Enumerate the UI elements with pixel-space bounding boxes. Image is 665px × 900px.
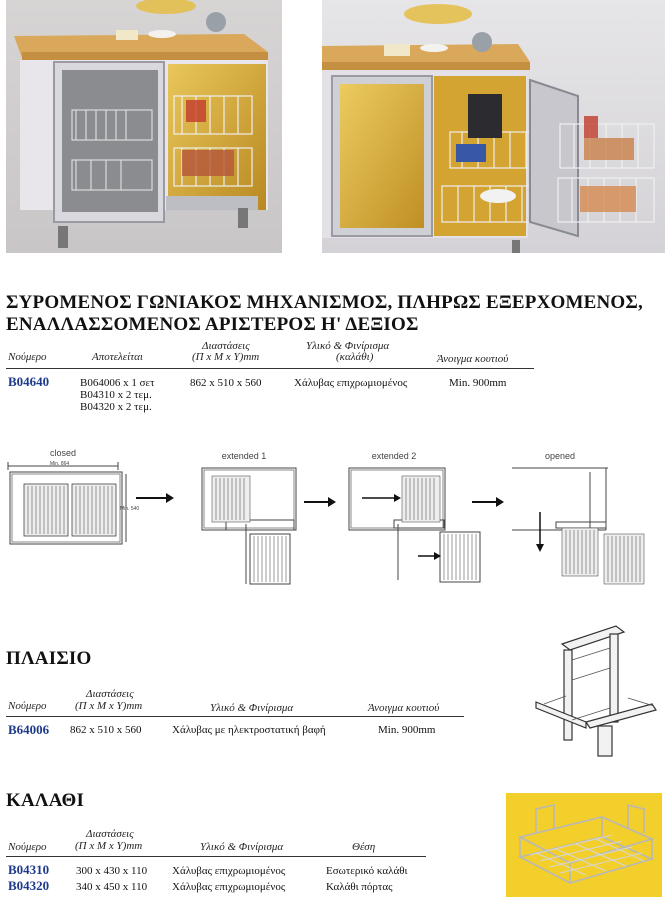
arrow-opened-down <box>536 512 544 552</box>
arrow-3 <box>472 497 504 507</box>
arrow-ext2-a <box>362 494 401 502</box>
basket-header-rule <box>6 856 426 857</box>
frame-header-dims1: Διαστάσεις <box>86 688 134 700</box>
frame-header-material: Υλικό & Φινίρισμα <box>210 702 294 714</box>
mechanism-header-consists: Αποτελείται <box>92 351 143 363</box>
frame-dims: 862 x 510 x 560 <box>70 724 142 736</box>
basket-header-dims2: (Π x Μ x Υ)mm <box>75 840 143 852</box>
mechanism-header-material1: Υλικό & Φινίρισμα <box>306 340 390 352</box>
diagram-label-opened: opened <box>544 451 576 461</box>
mechanism-dims: 862 x 510 x 560 <box>190 377 262 389</box>
basket-material-2: Χάλυβας επιχρωμιομένος <box>172 881 286 893</box>
diagram-min-depth: Min. 540 <box>120 506 140 512</box>
basket-code-2: B04320 <box>8 878 50 893</box>
basket-title: ΚΑΛΑΘΙ <box>6 790 85 811</box>
mechanism-title-line1: ΣΥΡΟΜΕΝΟΣ ΓΩΝΙΑΚΟΣ ΜΗΧΑΝΙΣΜΟΣ, ΠΛΗΡΩΣ ΕΞΕΡΧΟΜΕΝΟΣ, <box>6 292 643 313</box>
frame-header-dims2: (Π x Μ x Υ)mm <box>75 700 143 712</box>
diagram-label-extended-2: extended 2 <box>371 451 417 461</box>
mechanism-header-dims1: Διαστάσεις <box>202 340 250 352</box>
frame-header-rule <box>6 716 464 717</box>
frame-material: Χάλυβας με ηλεκτροστατική βαφή <box>172 724 326 736</box>
basket-header-material: Υλικό & Φινίρισμα <box>200 841 284 853</box>
mechanism-header-rule <box>6 368 534 369</box>
basket-material-1: Χάλυβας επιχρωμιομένος <box>172 865 286 877</box>
mechanism-consists-2: B04310 x 2 τεμ. <box>80 389 152 401</box>
frame-drawing <box>532 620 662 770</box>
arrow-ext2-b <box>418 552 441 560</box>
frame-header-opening: Άνοιγμα κουτιού <box>368 702 440 714</box>
basket-position-2: Καλάθι πόρτας <box>326 881 393 893</box>
closed-basket-right <box>72 484 116 536</box>
photo-cabinet-opened <box>322 0 665 253</box>
arrow-1 <box>136 493 174 503</box>
mechanism-consists-3: B04320 x 2 τεμ. <box>80 401 152 413</box>
mechanism-header-opening: Άνοιγμα κουτιού <box>437 353 509 365</box>
mechanism-consists-1: B064006 x 1 σετ <box>80 377 155 389</box>
basket-header-position: Θέση <box>352 841 376 853</box>
basket-header-number: Νούμερο <box>8 841 47 853</box>
mechanism-material: Χάλυβας επιχρωμιομένος <box>294 377 408 389</box>
basket-header-dims1: Διαστάσεις <box>86 828 134 840</box>
frame-code: B64006 <box>8 722 50 737</box>
mechanism-header-dims2: (Π x Μ x Υ)mm <box>192 351 260 363</box>
frame-title: ΠΛΑΙΣΙΟ <box>6 648 92 669</box>
basket-position-1: Εσωτερικό καλάθι <box>326 865 408 877</box>
mechanism-header-material2: (καλάθι) <box>336 351 374 363</box>
mechanism-opening: Min. 900mm <box>449 377 507 389</box>
diagram-sequence <box>0 440 665 590</box>
closed-basket-left <box>24 484 68 536</box>
photo-basket <box>506 793 662 897</box>
photo-cabinet-closed <box>6 0 282 253</box>
diagram-label-extended-1: extended 1 <box>221 451 267 461</box>
basket-code-1: B04310 <box>8 862 50 877</box>
mechanism-header-number: Νούμερο <box>8 351 47 363</box>
frame-header-number: Νούμερο <box>8 700 47 712</box>
diagram-label-closed: closed <box>49 448 76 458</box>
frame-opening: Min. 900mm <box>378 724 436 736</box>
arrow-2 <box>304 497 336 507</box>
mechanism-code: B04640 <box>8 374 50 389</box>
diagram-min-width: Min. 864 <box>50 461 70 467</box>
basket-dims-2: 340 x 450 x 110 <box>76 881 148 893</box>
mechanism-title-line2: ΕΝΑΛΛΑΣΣΟΜΕΝΟΣ ΑΡΙΣΤΕΡΟΣ Η' ΔΕΞΙΟΣ <box>6 314 419 335</box>
basket-dims-1: 300 x 430 x 110 <box>76 865 148 877</box>
